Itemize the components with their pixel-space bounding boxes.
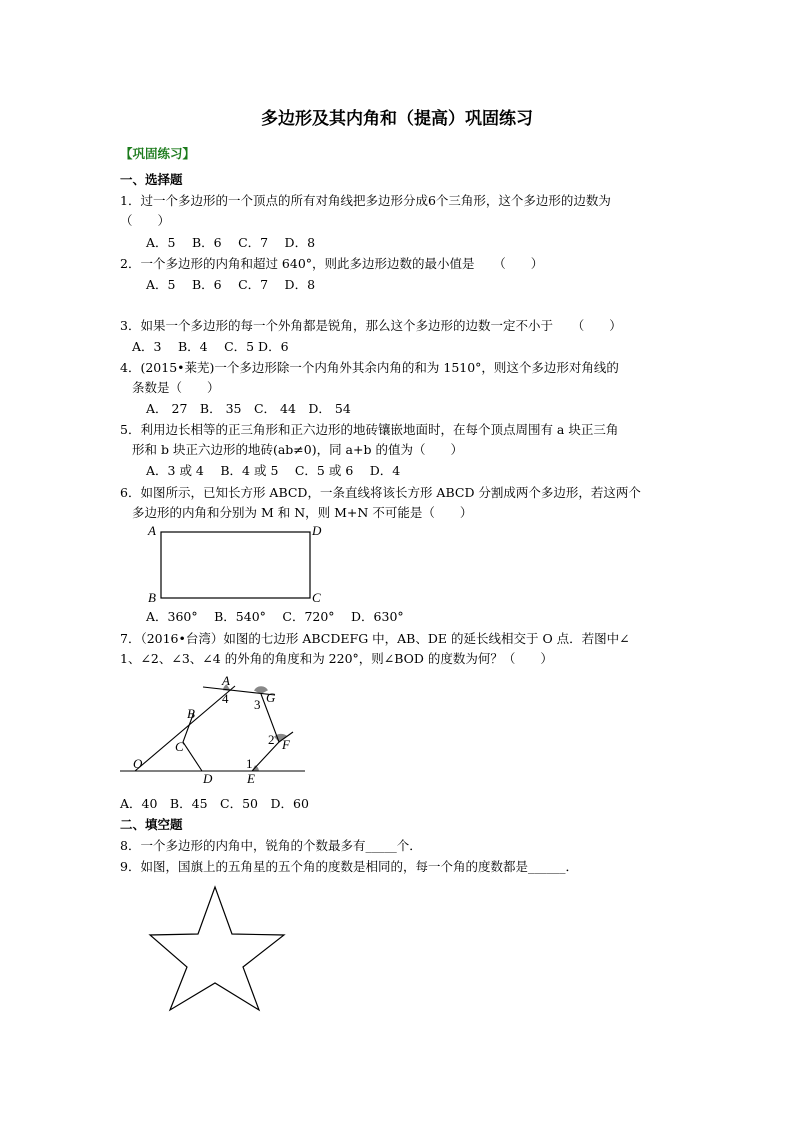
question-4-text-cont: 条数是（ ） [132, 380, 220, 395]
label-a: A [148, 523, 156, 538]
section-tag: 【巩固练习】 [120, 146, 196, 161]
label-c: C [312, 590, 321, 605]
question-6-text-cont: 多边形的内角和分别为 M 和 N，则 M+N 不可能是（ ） [132, 505, 473, 520]
label-b: B [187, 706, 195, 721]
question-7-options: A．40 B．45 C．50 D．60 [120, 796, 309, 811]
question-1-options: A．5 B．6 C．7 D．8 [146, 235, 316, 250]
label-f: F [282, 737, 290, 752]
question-5-options: A．3 或 4 B．4 或 5 C．5 或 6 D．4 [146, 463, 401, 478]
question-7-text: 7．（2016•台湾）如图的七边形 ABCDEFG 中，AB、DE 的延长线相交于 O 点．若图中∠ [120, 631, 630, 646]
label-e: E [247, 771, 255, 786]
question-9-text: 9．如图，国旗上的五角星的五个角的度数是相同的，每一个角的度数都是______． [120, 859, 578, 874]
label-o: O [133, 756, 143, 771]
question-2-options: A．5 B．6 C．7 D．8 [146, 277, 316, 292]
star-figure [140, 880, 300, 1020]
section-heading-fill: 二、填空题 [120, 817, 183, 832]
question-1-text: 1．过一个多边形的一个顶点的所有对角线把多边形分成6个三角形，这个多边形的边数为 [120, 193, 611, 208]
label-d: D [312, 523, 322, 538]
question-3-text: 3．如果一个多边形的每一个外角都是锐角，那么这个多边形的边数一定不小于 （ ） [120, 318, 622, 333]
label-angle-3: 3 [254, 697, 261, 712]
label-d: D [203, 771, 213, 786]
label-b: B [148, 590, 156, 605]
question-6-options: A．360° B．540° C．720° D．630° [146, 609, 404, 624]
label-angle-4: 4 [222, 691, 229, 706]
question-8-text: 8．一个多边形的内角中，锐角的个数最多有_____个． [120, 838, 422, 853]
label-g: G [266, 690, 276, 705]
label-a: A [222, 673, 230, 688]
question-3-options: A．3 B．4 C．5 D．6 [132, 339, 289, 354]
heptagon-figure [115, 672, 315, 792]
line-ab-extended [135, 686, 235, 771]
question-4-options: A． 27 B． 35 C． 44 D． 54 [146, 401, 351, 416]
rectangle-abcd [161, 532, 310, 598]
label-c: C [175, 739, 184, 754]
label-angle-1: 1 [246, 756, 253, 771]
five-pointed-star [150, 887, 284, 1010]
label-angle-2: 2 [268, 732, 275, 747]
question-7-text-cont: 1、∠2、∠3、∠4 的外角的角度和为 220°，则∠BOD 的度数为何？（ ） [120, 651, 553, 666]
page-title: 多边形及其内角和（提高）巩固练习 [261, 109, 533, 129]
section-heading-choice: 一、选择题 [120, 172, 183, 187]
question-2-text: 2．一个多边形的内角和超过 640°，则此多边形边数的最小值是 （ ） [120, 256, 544, 271]
question-4-text: 4．(2015•莱芜)一个多边形除一个内角外其余内角的和为 1510°，则这个多边形对角线的 [120, 360, 619, 375]
question-5-text: 5．利用边长相等的正三角形和正六边形的地砖镶嵌地面时，在每个顶点周围有 a 块正三角 [120, 422, 619, 437]
question-6-text: 6．如图所示，已知长方形 ABCD，一条直线将该长方形 ABCD 分割成两个多边形，若这两个 [120, 485, 641, 500]
question-1-blank: （ ） [120, 213, 171, 228]
rectangle-figure [140, 520, 340, 610]
question-5-text-cont: 形和 b 块正六边形的地砖(ab≠0)，同 a+b 的值为（ ） [132, 442, 463, 457]
